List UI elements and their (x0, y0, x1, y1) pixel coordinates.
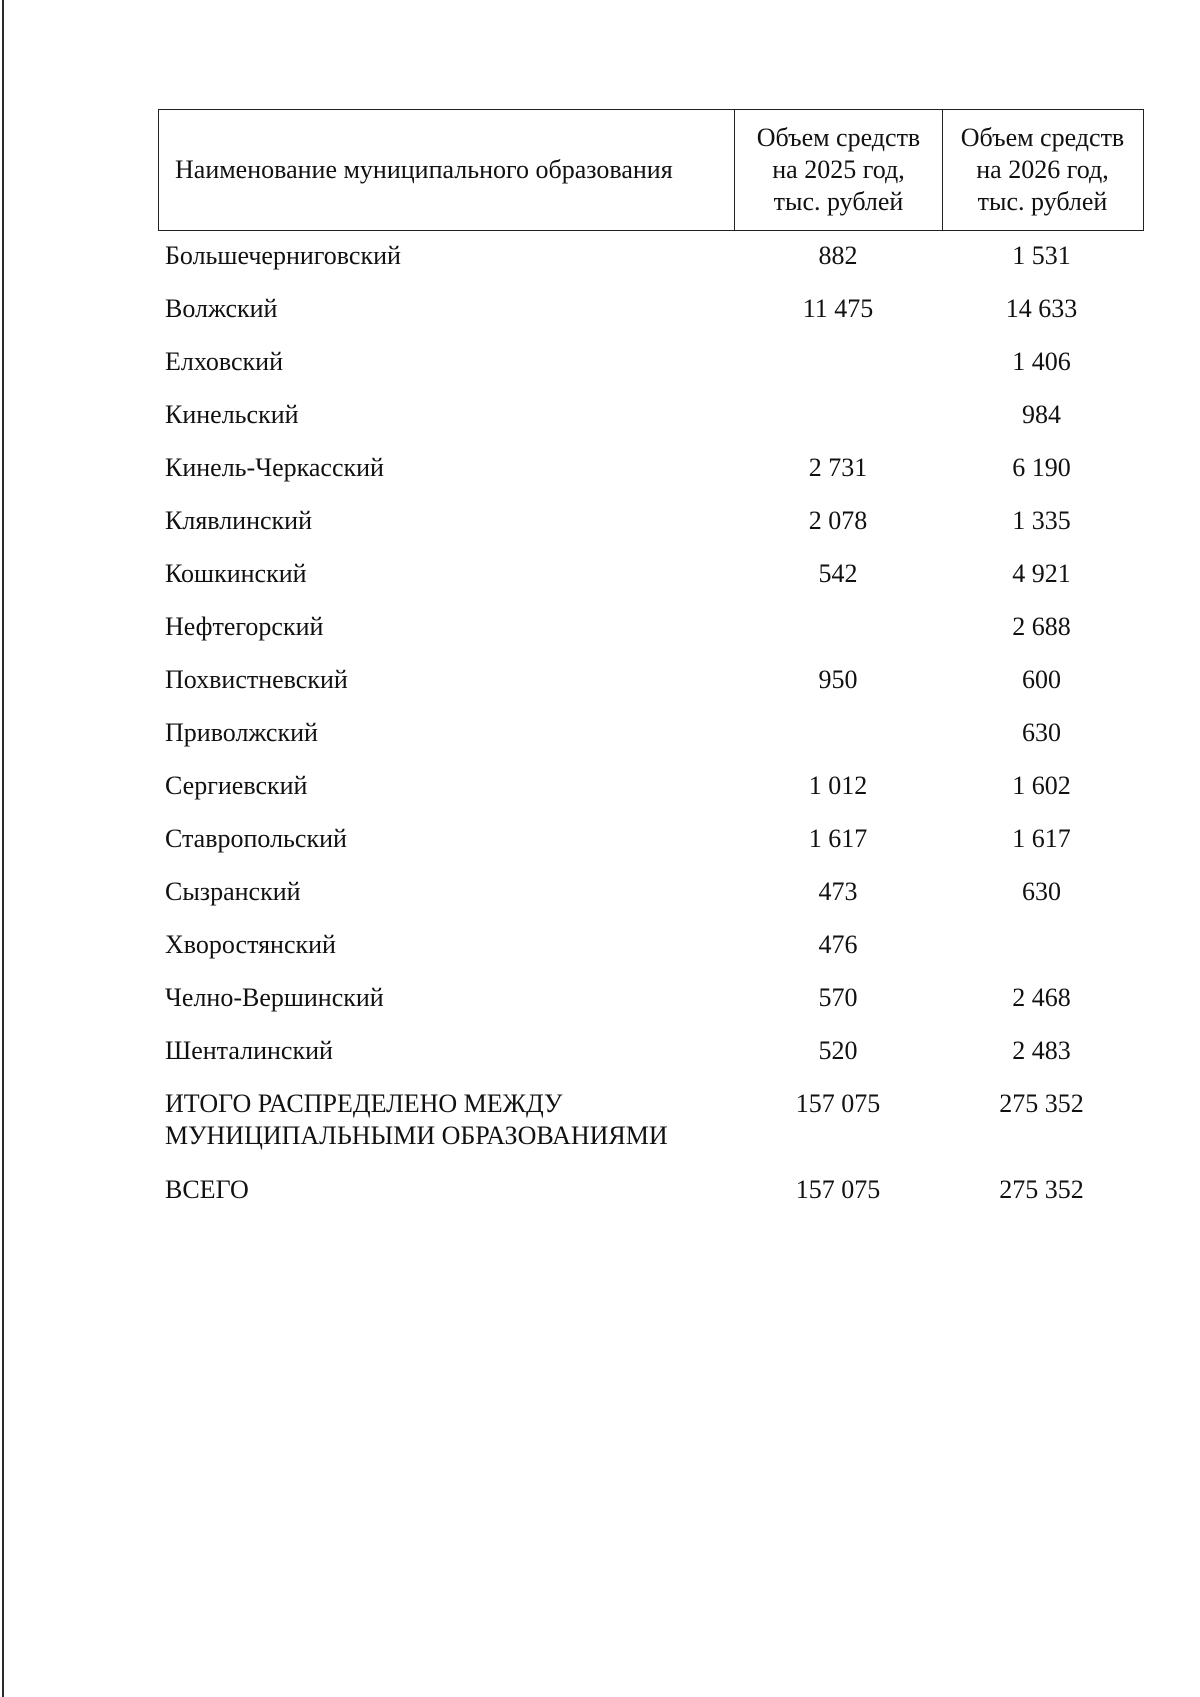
row-name: Нефтегорский (165, 612, 324, 641)
row-value-2026: 1 531 (1012, 241, 1071, 270)
row-value-2025: 11 475 (802, 294, 874, 323)
row-value-2025: 1 012 (808, 771, 868, 800)
table-row (158, 344, 1144, 397)
total-row (158, 1172, 1144, 1225)
row-name: Кинельский (165, 400, 299, 429)
table-row (158, 1033, 1144, 1086)
table-row (158, 397, 1144, 450)
subtotal-value-2025: 157 075 (795, 1089, 881, 1118)
row-value-2025: 473 (818, 877, 858, 906)
table-header (158, 109, 1144, 231)
table-row (158, 556, 1144, 609)
subtotal-label: ИТОГО РАСПРЕДЕЛЕНО МЕЖДУ МУНИЦИПАЛЬНЫМИ ОБРАЗОВАНИЯМИ (165, 1089, 668, 1150)
table-row (158, 927, 1144, 980)
row-value-2026: 600 (1022, 665, 1061, 694)
row-value-2025: 1 617 (808, 824, 868, 853)
row-value-2025: 2 078 (808, 506, 868, 535)
row-value-2026: 4 921 (1012, 559, 1071, 588)
table-row (158, 662, 1144, 715)
row-value-2026: 630 (1022, 718, 1061, 747)
row-value-2025: 520 (818, 1036, 858, 1065)
row-value-2025: 2 731 (808, 453, 868, 482)
total-label: ВСЕГО (165, 1175, 249, 1204)
table-body (158, 238, 1144, 1225)
row-value-2026: 2 688 (1012, 612, 1071, 641)
row-name: Кошкинский (165, 559, 307, 588)
row-value-2026: 1 602 (1012, 771, 1071, 800)
row-name: Приволжский (165, 718, 318, 747)
table-row (158, 291, 1144, 344)
table-row (158, 768, 1144, 821)
row-value-2026: 2 468 (1012, 983, 1071, 1012)
row-value-2026: 2 483 (1012, 1036, 1071, 1065)
row-value-2026: 1 617 (1012, 824, 1071, 853)
header-municipality-name: Наименование муниципального образования (159, 110, 735, 230)
subtotal-value-2026: 275 352 (999, 1089, 1084, 1118)
total-value-2025: 157 075 (795, 1175, 881, 1204)
row-name: Ставропольский (165, 824, 347, 853)
row-name: Хворостянский (165, 930, 336, 959)
row-name: Клявлинский (165, 506, 313, 535)
row-name: Челно-Вершинский (165, 983, 384, 1012)
row-name: Кинель-Черкасский (165, 453, 384, 482)
page-left-edge (2, 0, 4, 1697)
row-value-2026: 6 190 (1012, 453, 1071, 482)
row-name: Похвистневский (165, 665, 348, 694)
row-name: Большечерниговский (165, 241, 401, 270)
row-name: Сергиевский (165, 771, 308, 800)
row-name: Сызранский (165, 877, 301, 906)
row-value-2026: 630 (1022, 877, 1061, 906)
row-name: Елховский (165, 347, 283, 376)
table-row (158, 450, 1144, 503)
header-volume-2026: Объем средств на 2026 год, тыс. рублей (960, 123, 1125, 216)
row-value-2026: 1 335 (1012, 506, 1071, 535)
row-value-2026: 984 (1022, 400, 1061, 429)
row-value-2025: 950 (818, 665, 858, 694)
table-row (158, 821, 1144, 874)
table-row (158, 609, 1144, 662)
row-name: Волжский (165, 294, 278, 323)
table-row (158, 715, 1144, 768)
table-row (158, 503, 1144, 556)
row-value-2026: 14 633 (1005, 294, 1078, 323)
subtotal-row (158, 1086, 1144, 1172)
row-name: Шенталинский (165, 1036, 333, 1065)
row-value-2025: 570 (818, 983, 858, 1012)
row-value-2025: 476 (818, 930, 858, 959)
header-volume-2025: Объем средств на 2025 год, тыс. рублей (735, 110, 943, 230)
table-row (158, 980, 1144, 1033)
table-row (158, 238, 1144, 291)
row-value-2025: 882 (818, 241, 858, 270)
row-value-2026: 1 406 (1012, 347, 1071, 376)
total-value-2026: 275 352 (999, 1175, 1084, 1204)
table-row (158, 874, 1144, 927)
row-value-2025: 542 (818, 559, 858, 588)
